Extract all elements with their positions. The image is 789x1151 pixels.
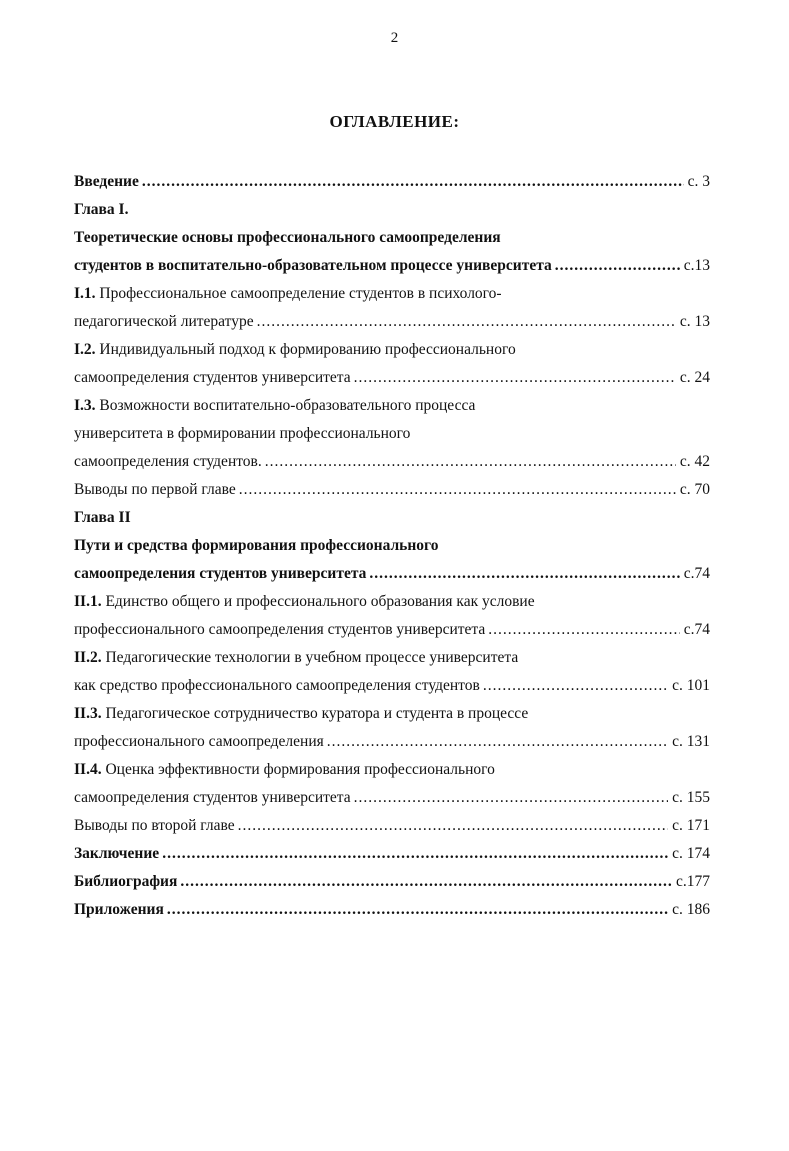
toc-entry-text: II.4. Оценка эффективности формирования профессионального [74,761,495,778]
dot-leader [483,672,668,700]
dot-leader [167,896,668,924]
dot-leader [354,784,668,812]
dot-leader [354,364,676,392]
toc-entry-text: I.2. Индивидуальный подход к формированию профессионального [74,341,516,358]
toc-line [74,336,710,364]
toc-page-number: с.74 [683,621,710,638]
toc-entry-text: I.1. Профессиональное самоопределение студентов в психолого- [74,285,502,302]
toc-entry [74,168,710,196]
toc-entry-text: Пути и средства формирования профессионального [74,537,439,554]
toc-entry [74,784,710,812]
toc-page-number: с. 3 [687,173,710,190]
table-of-contents [74,168,710,924]
toc-entry [74,812,710,840]
toc-title: ОГЛАВЛЕНИЕ: [329,112,460,131]
toc-entry [74,476,710,504]
toc-entry [74,672,710,700]
dot-leader [265,448,676,476]
toc-line [74,504,710,532]
toc-entry [74,560,710,588]
toc-line [74,756,710,784]
toc-entry [74,252,710,280]
toc-page-number: с. 186 [672,901,710,918]
toc-page-number: с. 171 [672,817,710,834]
dot-leader [238,812,669,840]
toc-page-number: с. 174 [672,845,710,862]
dot-leader [488,616,679,644]
toc-entry-text: профессионального самоопределения студентов университета [74,621,486,638]
toc-page-number: с.177 [675,873,710,890]
toc-page-number: с. 155 [672,789,710,806]
toc-entry-text: Теоретические основы профессионального самоопределения [74,229,501,246]
dot-leader [369,560,679,588]
toc-page-number: с. 70 [679,481,710,498]
toc-entry-text: II.2. Педагогические технологии в учебном процессе университета [74,649,519,666]
toc-entry [74,616,710,644]
toc-entry [74,308,710,336]
toc-entry-text: университета в формировании профессионального [74,425,411,442]
dot-leader [257,308,676,336]
toc-line [74,280,710,308]
toc-entry-text: как средство профессионального самоопределения студентов [74,677,480,694]
toc-entry [74,364,710,392]
toc-line [74,224,710,252]
dot-leader [239,476,676,504]
toc-line [74,700,710,728]
toc-page-number: с. 24 [679,369,710,386]
toc-entry-text: педагогической литературе [74,313,254,330]
toc-line [74,196,710,224]
toc-entry-text: Выводы по первой главе [74,481,236,498]
toc-page-number: с.13 [683,257,710,274]
toc-entry-text: Выводы по второй главе [74,817,235,834]
toc-entry [74,448,710,476]
toc-entry [74,840,710,868]
toc-entry-text: Глава I. [74,201,129,218]
toc-line [74,532,710,560]
dot-leader [327,728,668,756]
toc-entry-text: Заключение [74,845,160,862]
toc-entry-text: Введение [74,173,139,190]
toc-entry [74,868,710,896]
page-number: 2 [390,30,399,46]
toc-page-number: с. 101 [672,677,710,694]
dot-leader [162,840,668,868]
toc-entry-text: самоопределения студентов университета [74,565,367,582]
toc-page-number: с. 42 [679,453,710,470]
dot-leader [180,868,672,896]
toc-entry-text: самоопределения студентов. [74,453,262,470]
toc-entry [74,728,710,756]
toc-entry-text: студентов в воспитательно-образовательном процессе университета [74,257,552,274]
toc-entry-text: II.1. Единство общего и профессионального образования как условие [74,593,535,610]
toc-entry-text: профессионального самоопределения [74,733,324,750]
toc-entry-text: Библиография [74,873,178,890]
toc-line [74,420,710,448]
toc-entry-text: самоопределения студентов университета [74,369,351,386]
toc-entry [74,896,710,924]
toc-page-number: с.74 [683,565,710,582]
toc-page-number: с. 13 [679,313,710,330]
toc-page-number: с. 131 [672,733,710,750]
toc-entry-text: Глава II [74,509,131,526]
toc-line [74,392,710,420]
toc-entry-text: II.3. Педагогическое сотрудничество куратора и студента в процессе [74,705,529,722]
toc-entry-text: самоопределения студентов университета [74,789,351,806]
toc-line [74,588,710,616]
toc-line [74,644,710,672]
dot-leader [142,168,684,196]
toc-entry-text: I.3. Возможности воспитательно-образовательного процесса [74,397,476,414]
toc-entry-text: Приложения [74,901,164,918]
dot-leader [555,252,680,280]
